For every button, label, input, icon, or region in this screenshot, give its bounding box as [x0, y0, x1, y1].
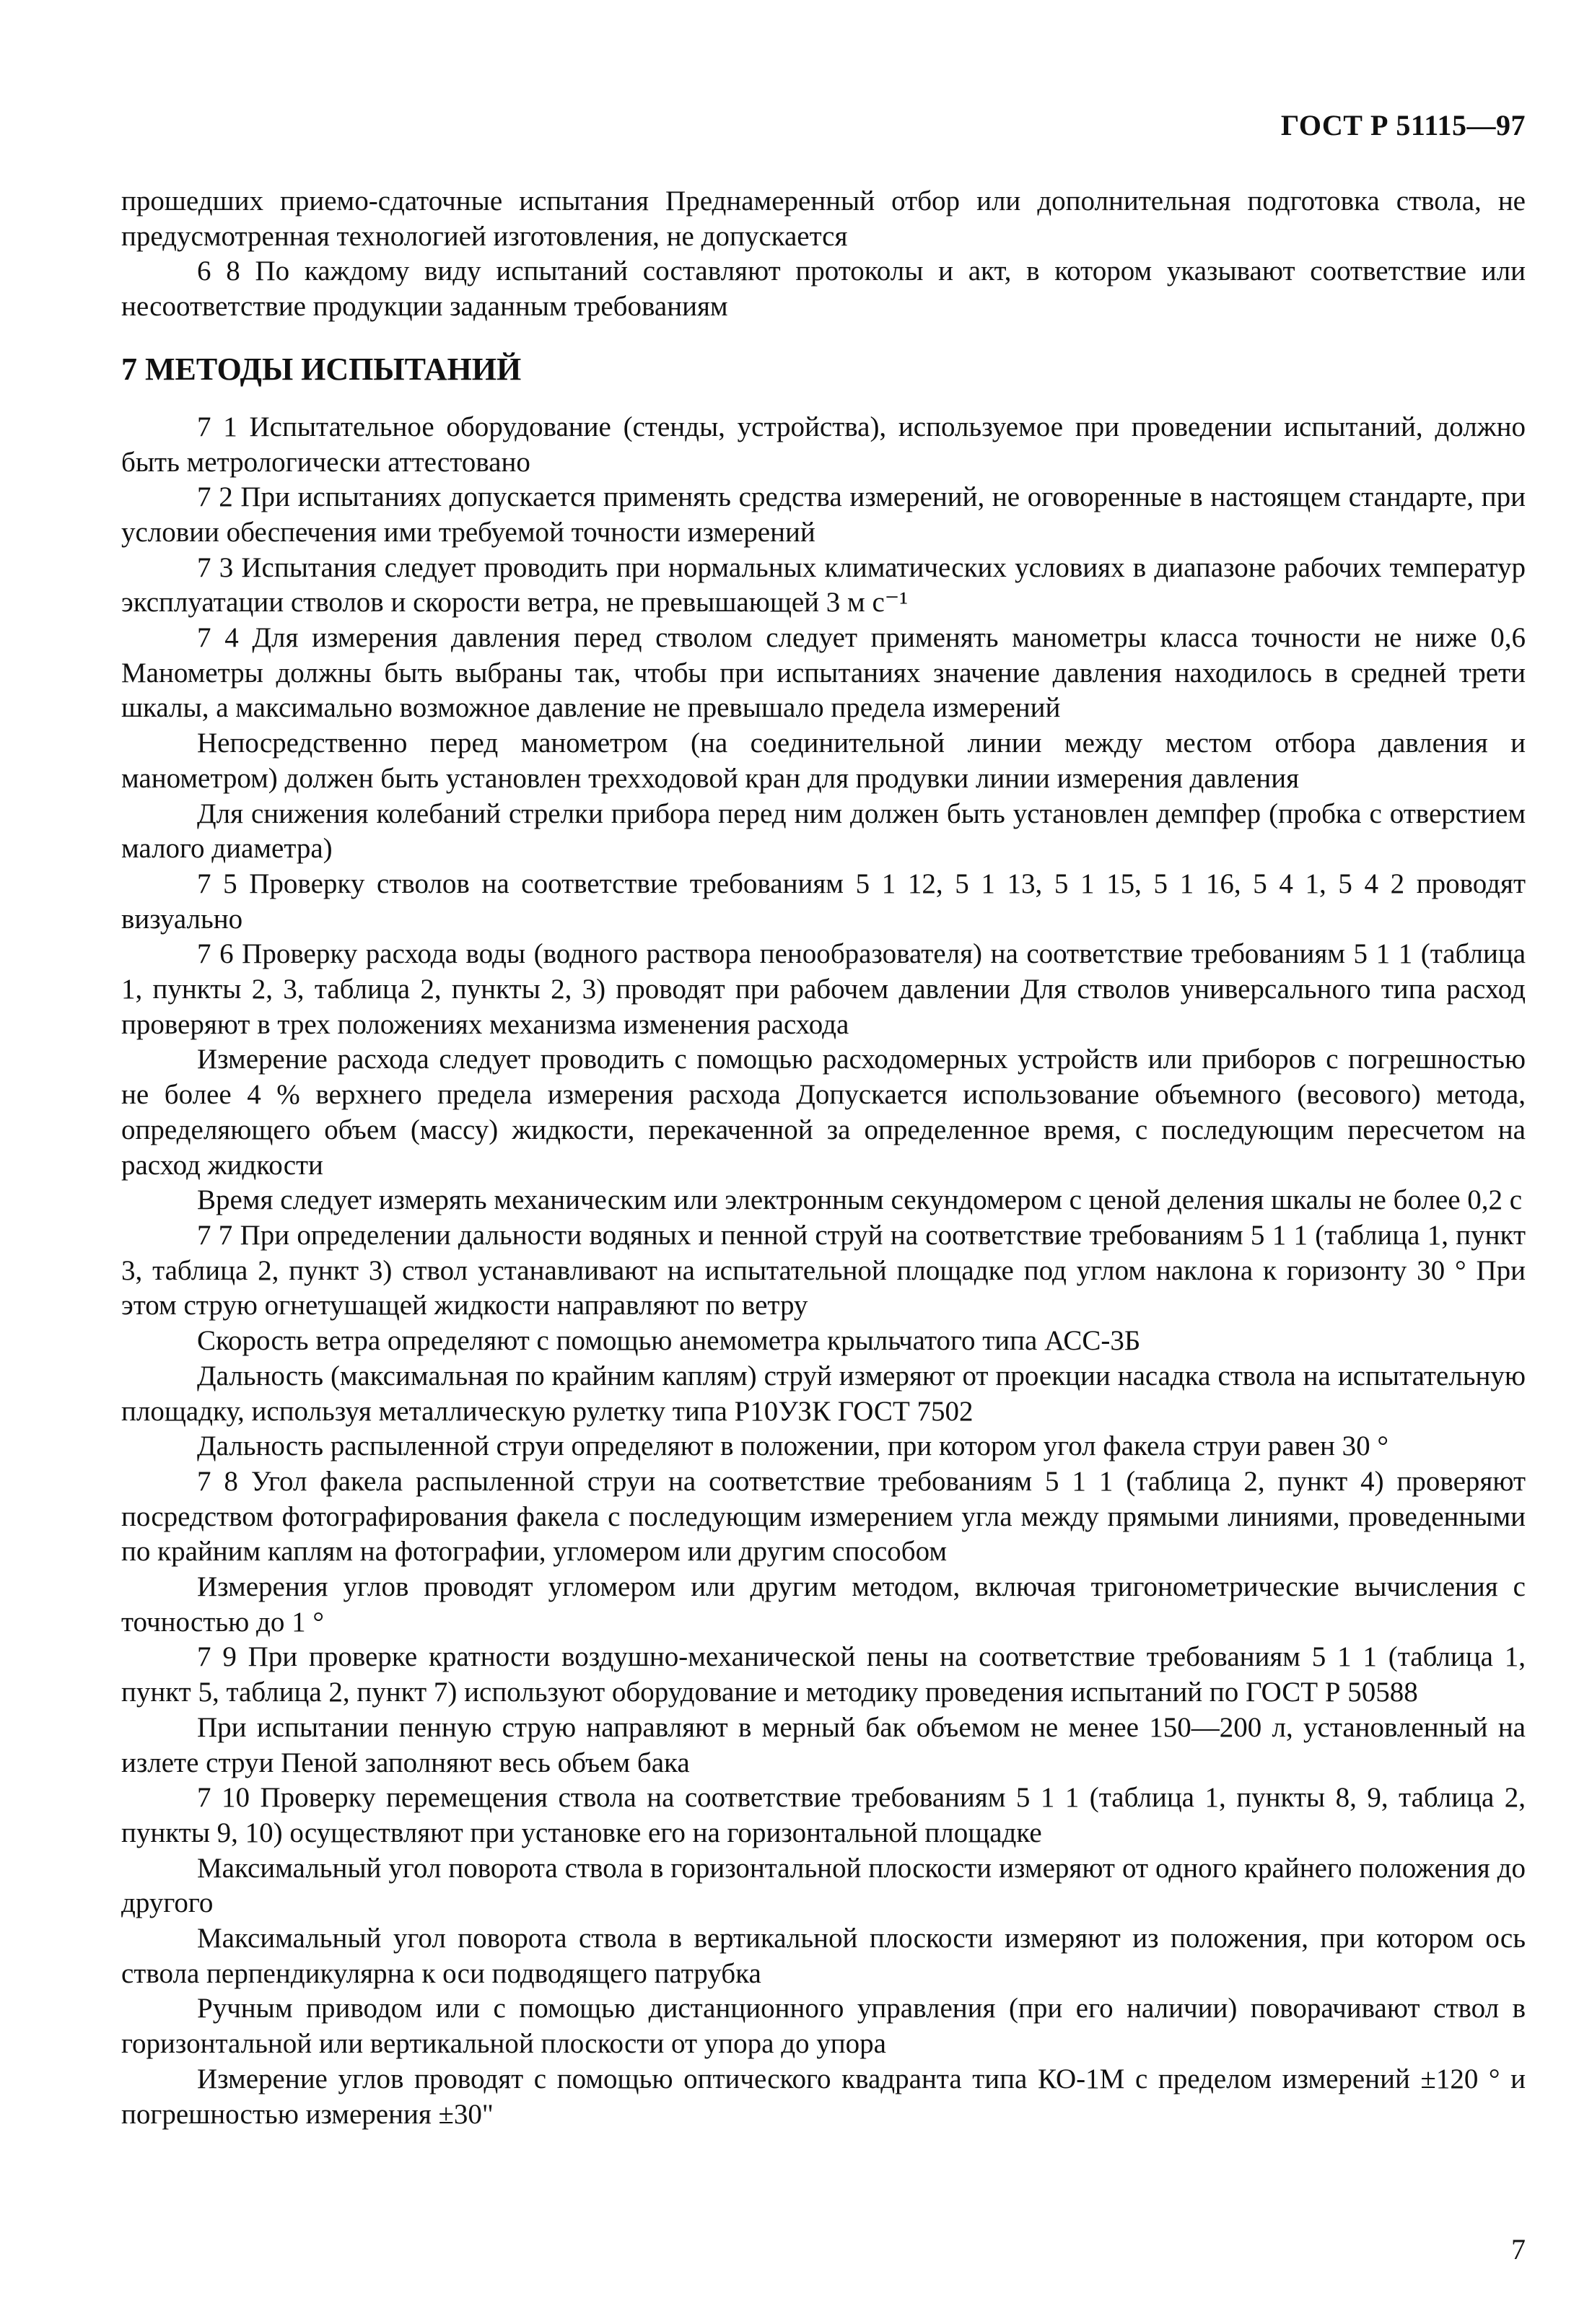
paragraph-7-10-quadrant: Измерение углов проводят с помощью оптического квадранта типа КО-1М с пределом измерений ±120 ° и погрешностью измерения ±30"	[121, 2063, 1526, 2130]
document-body	[121, 184, 1526, 2132]
standard-code-header: ГОСТ Р 51115—97	[1280, 109, 1526, 141]
paragraph-6-8: 6 8 По каждому виду испытаний составляют протоколы и акт, в котором указывают соответствие или несоответствие продукции заданным требованиям	[121, 255, 1526, 323]
paragraph-7-9-foam: При испытании пенную струю направляют в мерный бак объемом не менее 150—200 л, установленный на излете струи Пеной заполняют весь объем бака	[121, 1711, 1526, 1778]
page-number: 7	[1511, 2233, 1526, 2266]
paragraph-7-6-flow-measurement: Измерение расхода следует проводить с помощью расходомерных устройств или приборов с погрешностью не более 4 % верхнего предела измерения расхода Допускается использование объемного (весового) метода, определяющего объем (массу) жидкости, перекаченной за определенное время, с последующим пересчетом на расход жидкости	[121, 1044, 1526, 1181]
paragraph-7-5: 7 5 Проверку стволов на соответствие требованиям 5 1 12, 5 1 13, 5 1 15, 5 1 16, 5 4 1, 5 4 2 проводят визуально	[121, 868, 1526, 935]
paragraph-7-2: 7 2 При испытаниях допускается применять средства измерений, не оговоренные в настоящем стандарте, при условии обеспечения ими требуемой точности измерений	[121, 481, 1526, 548]
paragraph-7-6-time: Время следует измерять механическим или электронным секундомером с ценой деления шкалы не более 0,2 с	[197, 1184, 1523, 1216]
paragraph-continuation: прошедших приемо-сдаточные испытания Преднамеренный отбор или дополнительная подготовка ствола, не предусмотренная технологией изготовления, не допускается	[121, 185, 1526, 252]
paragraph-7-7-range: Дальность (максимальная по крайним каплям) струй измеряют от проекции насадка ствола на испытательную площадку, используя металлическую рулетку типа Р10УЗК ГОСТ 7502	[121, 1360, 1526, 1427]
paragraph-7-10: 7 10 Проверку перемещения ствола на соответствие требованиям 5 1 1 (таблица 1, пункты 8, 9, таблица 2, пункты 9, 10) осуществляют при установке его на горизонтальной площадке	[121, 1782, 1526, 1848]
section-title: 7 МЕТОДЫ ИСПЫТАНИЙ	[121, 351, 522, 387]
paragraph-7-4-manometer: Непосредственно перед манометром (на соединительной линии между местом отбора давления и манометром) должен быть установлен трехходовой кран для продувки линии измерения давления	[121, 728, 1526, 794]
paragraph-7-10-vertical: Максимальный угол поворота ствола в вертикальной плоскости измеряют из положения, при котором ось ствола перпендикулярна к оси подводящего патрубка	[121, 1923, 1526, 1989]
paragraph-7-7-wind: Скорость ветра определяют с помощью анемометра крыльчатого типа АСС-3Б	[197, 1325, 1141, 1357]
paragraph-7-1: 7 1 Испытательное оборудование (стенды, устройства), используемое при проведении испытаний, должно быть метрологически аттестовано	[121, 411, 1526, 478]
paragraph-7-3: 7 3 Испытания следует проводить при нормальных климатических условиях в диапазоне рабочих температур эксплуатации стволов и скорости ветра, не превышающей 3 м с⁻¹	[121, 551, 1526, 619]
paragraph-7-7-spray-range: Дальность распыленной струи определяют в положении, при котором угол факела струи равен 30 °	[197, 1430, 1388, 1462]
paragraph-7-4-damper: Для снижения колебаний стрелки прибора перед ним должен быть установлен демпфер (пробка с отверстием малого диаметра)	[121, 798, 1526, 865]
paragraph-7-10-rotation: Ручным приводом или с помощью дистанционного управления (при его наличии) поворачивают ствол в горизонтальной или вертикальной плоскости от упора до упора	[121, 1993, 1526, 2060]
paragraph-7-4: 7 4 Для измерения давления перед стволом следует применять манометры класса точности не ниже 0,6 Манометры должны быть выбраны так, чтобы при испытаниях значение давления находилось в средней трети шкалы, а максимально возможное давление не превышало предела измерений	[121, 622, 1526, 724]
paragraph-7-7: 7 7 При определении дальности водяных и пенной струй на соответствие требованиям 5 1 1 (таблица 1, пункт 3, таблица 2, пункт 3) ствол устанавливают на испытательной площадке под углом наклона к горизонту 30 ° При этом струю огнетушащей жидкости направляют по ветру	[121, 1219, 1526, 1322]
paragraph-7-9: 7 9 При проверке кратности воздушно-механической пены на соответствие требованиям 5 1 1 (таблица 1, пункт 5, таблица 2, пункт 7) используют оборудование и методику проведения испытаний по ГОСТ Р 50588	[121, 1641, 1526, 1708]
paragraph-7-6: 7 6 Проверку расхода воды (водного раствора пенообразователя) на соответствие требованиям 5 1 1 (таблица 1, пункты 2, 3, таблица 2, пункты 2, 3) проводят при рабочем давлении Для стволов универсального типа расход проверяют в трех положениях механизма изменения расхода	[121, 938, 1526, 1040]
paragraph-7-8: 7 8 Угол факела распыленной струи на соответствие требованиям 5 1 1 (таблица 2, пункт 4) проверяют посредством фотографирования факела с последующим измерением угла между прямыми линиями, проведенными по крайним каплям на фотографии, угломером или другим способом	[121, 1465, 1526, 1568]
paragraph-7-8-angles: Измерения углов проводят угломером или другим методом, включая тригонометрические вычисления с точностью до 1 °	[121, 1571, 1526, 1638]
paragraph-7-10-horizontal: Максимальный угол поворота ствола в горизонтальной плоскости измеряют от одного крайнего положения до другого	[121, 1852, 1526, 1919]
